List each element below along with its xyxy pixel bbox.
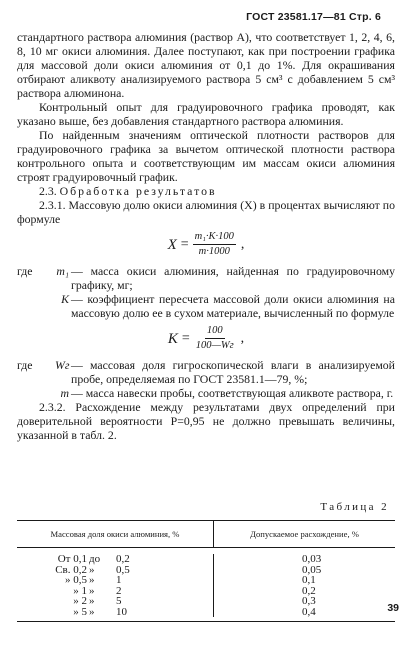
range-cell — [17, 607, 214, 618]
formula-k-equals: = — [181, 330, 190, 346]
range-to: 2 — [116, 584, 122, 597]
formula-k — [17, 325, 395, 352]
table-title: Таблица 2 — [320, 501, 389, 513]
range-to: 0,2 — [116, 553, 130, 565]
range-from: » 0,5 — [65, 574, 87, 586]
range-to: 5 — [116, 595, 122, 607]
def-text: — коэффициент пересчета массовой доли окиси алюминия на массовую долю ее в сухом материале, вычисленный по формуле — [71, 292, 395, 320]
range-from: » 5 — [73, 605, 87, 618]
formula-x-numerator: m₁·K·100 — [193, 231, 236, 245]
table-row — [17, 607, 395, 618]
range-cell — [17, 596, 214, 607]
range-to: 10 — [116, 605, 127, 618]
def-symbol: Wг — [55, 358, 70, 372]
paragraph-5: 2.3.2. Расхождение между результатами двух определений при доверительной вероятности P=0,95 не должно превышать величины, указанной в табл. 2. — [17, 400, 395, 442]
formula-x-lhs: X — [167, 236, 177, 253]
formula-x-equals: = — [180, 236, 189, 252]
formula-x-comma: , — [240, 236, 245, 252]
def-symbol: K — [61, 292, 69, 306]
formula-k-comma: , — [240, 330, 245, 346]
table-row — [17, 575, 395, 586]
section-title — [17, 184, 395, 198]
range-to: 1 — [116, 574, 122, 586]
tolerance-cell: 0,05 — [302, 563, 322, 576]
formula-x — [17, 231, 395, 258]
table-body — [17, 548, 395, 621]
table-2 — [17, 520, 395, 622]
paragraph-3: По найденным значениям оптической плотности растворов для градуировочного графика за вычетом оптической плотности раствора контрольного опыта и соответствующим им массам окиси алюминия строят градуировочный график. — [17, 128, 395, 184]
page-header: ГОСТ 23581.17—81 Стр. 6 — [246, 11, 381, 23]
range-from: » 1 — [73, 584, 87, 597]
formula-k-numerator: 100 — [205, 325, 225, 339]
definitions-1 — [17, 264, 395, 320]
formula-k-fraction — [194, 325, 236, 352]
paragraph-2: Контрольный опыт для градуировочного графика проводят, как указано выше, без добавления стандартного раствора алюминия. — [17, 100, 395, 128]
def-text: — масса навески пробы, соответствующая аликвоте раствора, г. — [71, 386, 394, 400]
column-header-tolerance: Допускаемое расхождение, % — [250, 529, 359, 539]
def-symbol: m — [60, 386, 69, 400]
table-row — [17, 554, 395, 565]
range-sep: » — [89, 605, 95, 618]
section-title-text: Обработка результатов — [59, 184, 217, 198]
table-row — [17, 596, 395, 607]
formula-k-denominator: 100—Wг — [195, 340, 234, 351]
range-from: » 2 — [73, 595, 87, 607]
range-sep: » — [89, 584, 95, 597]
range-sep: » — [89, 574, 95, 586]
tolerance-cell: 0,2 — [302, 584, 316, 597]
def-symbol: m₁ — [56, 264, 69, 278]
range-sep: » — [89, 595, 95, 607]
formula-k-lhs: K — [167, 330, 178, 347]
def-label: где — [17, 358, 33, 372]
section-title-number: 2.3. — [39, 184, 57, 198]
range-cell — [17, 554, 214, 565]
def-text: — масса окиси алюминия, найденная по градуировочному графику, мг; — [71, 264, 395, 292]
def-label — [17, 292, 55, 320]
table-header — [17, 521, 395, 548]
paragraph-4: 2.3.1. Массовую долю окиси алюминия (X) в процентах вычисляют по формуле — [17, 198, 395, 226]
tolerance-cell: 0,1 — [302, 574, 316, 586]
formula-x-denominator: m·1000 — [198, 246, 230, 257]
range-cell — [17, 575, 214, 586]
column-header-mass-fraction: Массовая доля окиси алюминия, % — [17, 521, 214, 547]
range-sep: до — [89, 553, 101, 565]
body-text — [17, 30, 395, 442]
tolerance-cell: 0,3 — [302, 595, 316, 607]
definitions-2 — [17, 358, 395, 400]
range-from: Св. 0,2 — [55, 563, 87, 576]
tolerance-cell: 0,4 — [302, 605, 316, 618]
range-from: От 0,1 — [57, 553, 87, 565]
range-sep: » — [89, 563, 95, 576]
paragraph-1: стандартного раствора алюминия (раствор А), что соответствует 1, 2, 4, 6, 8, 10 мг окиси алюминия. Далее поступают, как при построении графика для массовой доли окиси алюминия от 0,1 до 1%. Для окрашивания отбирают аликвоту анализируемого раствора 5 см³ с добавлением 5 см³ раствора алюминона. — [17, 30, 395, 100]
formula-x-fraction — [193, 231, 236, 258]
range-to: 0,5 — [116, 563, 130, 576]
def-text: — массовая доля гигроскопической влаги в анализируемой пробе, определяемая по ГОСТ 23581.1—79, %; — [71, 358, 395, 386]
def-label: где — [17, 264, 33, 278]
def-label — [17, 386, 55, 400]
tolerance-cell: 0,03 — [302, 553, 322, 565]
page-number: 39 — [387, 602, 399, 614]
